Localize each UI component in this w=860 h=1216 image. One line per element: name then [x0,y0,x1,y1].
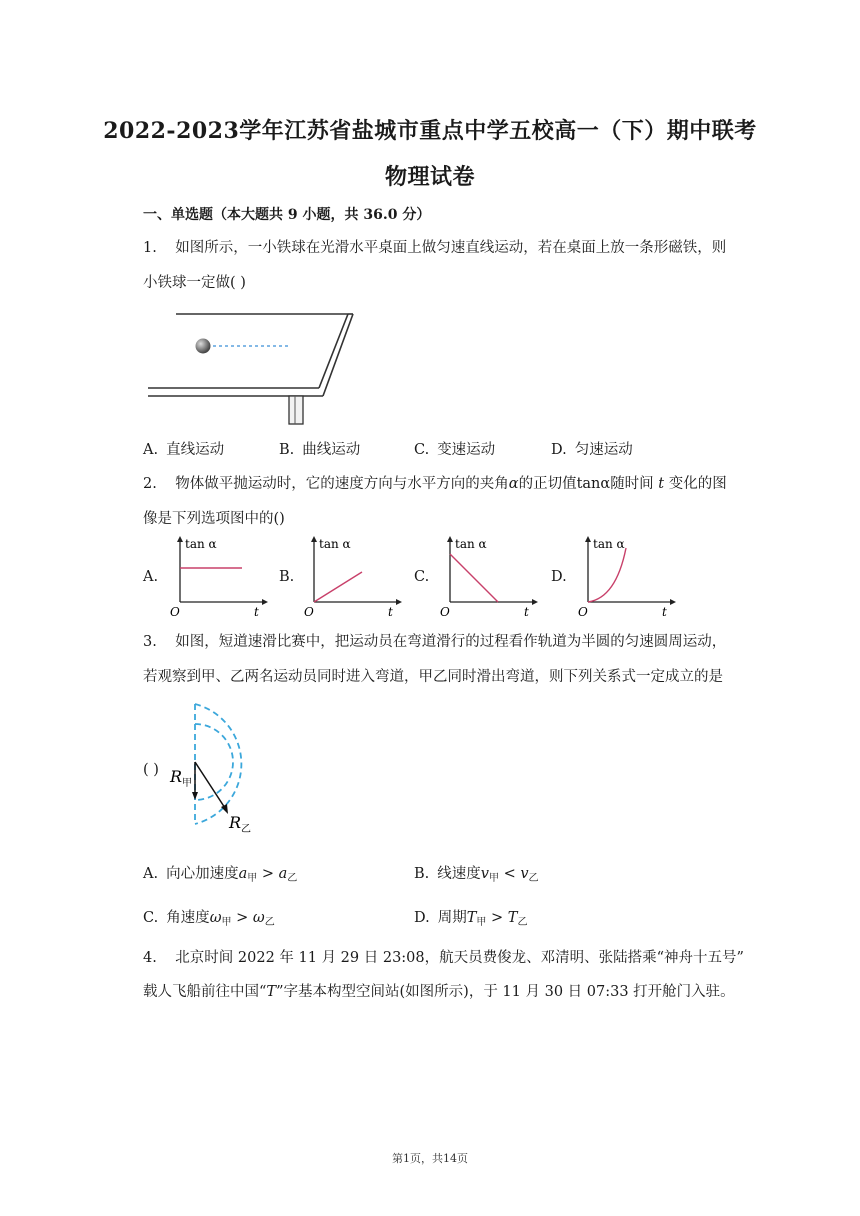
q2-option-c-key[interactable]: C. [414,569,430,585]
q2-graph-a-ylabel: tan α [185,537,217,551]
q3-c-v1: ω [209,910,222,926]
q3-r-yi-sub: 乙 [241,824,251,835]
q3-a-v2: a [278,866,288,882]
q3-option-a-key: A. [143,866,159,882]
q1-table-figure [143,308,358,430]
q2-alpha: α [508,476,519,492]
q3-a-rel: > [257,866,279,882]
q4-stem-2a: 载人飞船前往中国“ [143,984,267,1000]
q1-stem-2: 小铁球一定做( ) [143,275,246,291]
q1-option-b-text: 曲线运动 [302,442,361,458]
q1-option-a[interactable] [143,438,224,459]
q3-option-c-key: C. [143,910,159,926]
q3-option-a[interactable] [143,862,297,884]
q3-b-s1: 甲 [488,873,499,884]
q3-d-rel: > [486,910,508,926]
q4-stem-2b: ”字基本构型空间站(如图所示)，于 11 月 30 日 07:33 打开舱门入驻。 [276,984,735,1000]
q3-option-b-text: 线速度 [437,866,481,882]
q1-option-d-text: 匀速运动 [574,442,633,458]
q2-stem-a: 物体做平抛运动时，它的速度方向与水平方向的夹角 [175,476,509,492]
q3-a-v1: a [238,866,248,882]
q4-stem-1: 北京时间 2022 年 11 月 29 日 23:08，航天员费俊龙、邓清明、张陆搭乘“神舟十五号” [175,950,744,966]
q2-stem-2: 像是下列选项图中的() [143,511,285,527]
q3-stem-2: 若观察到甲、乙两名运动员同时进入弯道，甲乙同时滑出弯道，则下列关系式一定成立的是 [143,669,723,685]
q2-number: 2. [143,476,157,492]
q1-option-d[interactable] [551,438,633,459]
q3-option-a-text: 向心加速度 [166,866,239,882]
q2-graph-c-origin: O [440,605,450,618]
q3-option-b-key: B. [414,866,430,882]
q4-number: 4. [143,950,157,966]
q2-graph-b-origin: O [304,605,314,618]
q2-option-a-key[interactable]: A. [143,569,159,585]
q4-text-line1 [143,946,744,967]
q4-text-line2 [143,980,735,1001]
q3-text-line1 [143,630,726,651]
q2-graph-d-ylabel: tan α [593,537,625,551]
q1-option-b-key: B. [279,442,295,458]
q2-stem-d: 变化的图 [668,476,727,492]
q1-option-c-key: C. [414,442,430,458]
q3-option-c[interactable] [143,906,275,928]
q3-option-d-key: D. [414,910,430,926]
q3-b-s2: 乙 [528,873,539,884]
q3-a-s2: 乙 [287,873,298,884]
q2-graph-a-xlabel: t [254,605,259,618]
q1-option-a-text: 直线运动 [166,442,225,458]
q3-option-d[interactable] [414,906,527,928]
q2-graph-b-xlabel: t [388,605,393,618]
q3-r-yi: R [229,813,242,832]
exam-title-line2: 物理试卷 [384,164,475,190]
q3-d-v2: T [507,910,518,926]
q3-c-s2: 乙 [264,917,275,928]
q3-r-jia-sub: 甲 [182,778,192,789]
q1-option-c[interactable] [414,438,495,459]
q4-t: T [266,984,277,1000]
q3-b-v2: v [520,866,529,882]
q3-number: 3. [143,634,157,650]
section-heading: 一、单选题（本大题共 9 小题，共 36.0 分） [143,207,431,223]
q1-option-d-key: D. [551,442,567,458]
q3-c-s1: 甲 [221,917,232,928]
q3-track-figure [165,698,275,838]
q2-graph-d-origin: O [578,605,588,618]
q1-text-line1 [143,236,726,257]
q1-number: 1. [143,240,157,256]
q3-d-s2: 乙 [517,917,528,928]
q3-d-v1: T [466,910,477,926]
q3-stem-1: 如图，短道速滑比赛中，把运动员在弯道滑行的过程看作轨道为半圆的匀速圆周运动， [175,634,727,650]
q3-option-b[interactable] [414,862,539,884]
q2-graph-b-ylabel: tan α [319,537,351,551]
q3-option-c-text: 角速度 [166,910,210,926]
q2-graph-d [576,534,676,618]
q1-stem-1: 如图所示，一小铁球在光滑水平桌面上做匀速直线运动，若在桌面上放一条形磁铁，则 [175,240,727,256]
q2-t: t [658,476,665,492]
q1-option-a-key: A. [143,442,159,458]
q2-text-line1 [143,472,727,493]
q2-graph-c-ylabel: tan α [455,537,487,551]
exam-title-line1: 2022-2023学年江苏省盐城市重点中学五校高一（下）期中联考 [103,118,757,144]
q2-stem-c: 随时间 [610,476,654,492]
iron-ball [196,339,211,354]
q2-option-d-key[interactable]: D. [551,569,567,585]
q3-c-v2: ω [252,910,265,926]
q3-b-rel: < [498,866,521,882]
q1-option-b[interactable] [279,438,360,459]
q3-option-d-text: 周期 [437,910,467,926]
q3-paren: ( ) [143,762,159,778]
q2-option-b-key[interactable]: B. [279,569,295,585]
q2-tan: tanα [576,476,611,492]
q2-graph-d-xlabel: t [662,605,667,618]
q3-b-v1: v [480,866,489,882]
q3-a-s1: 甲 [247,873,258,884]
q2-graph-c [438,534,538,618]
q2-stem-b: 的正切值 [518,476,577,492]
q3-r-jia: R [170,767,183,786]
q3-d-s1: 甲 [476,917,487,928]
q2-graph-b [302,534,402,618]
q3-c-rel: > [231,910,253,926]
q1-option-c-text: 变速运动 [437,442,496,458]
page-footer: 第1页，共14页 [392,1152,468,1165]
q2-graph-a [168,534,268,618]
q2-graph-c-xlabel: t [524,605,529,618]
q2-graph-a-origin: O [170,605,180,618]
